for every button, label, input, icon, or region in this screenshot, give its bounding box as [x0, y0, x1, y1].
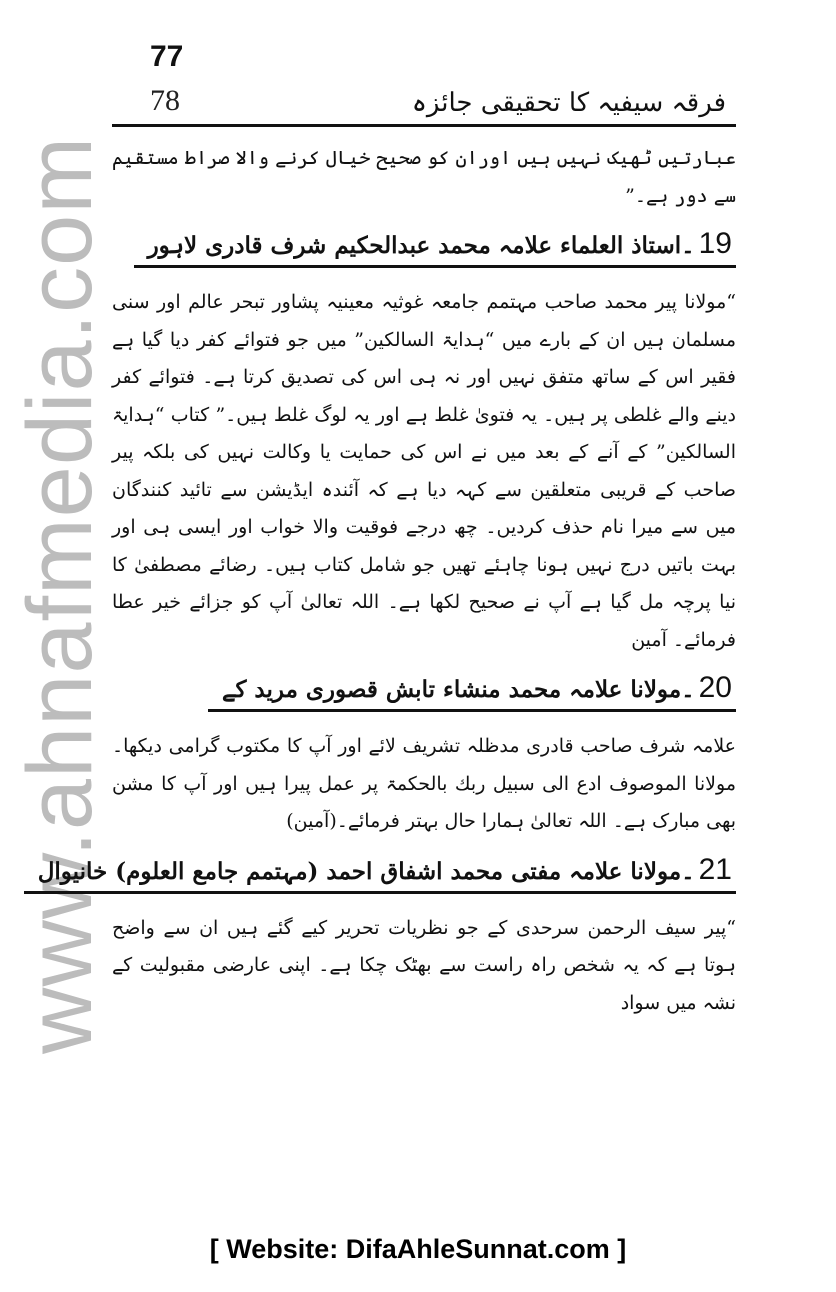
- section-21-title: ۔مولانا علامہ مفتی محمد اشفاق احمد (مہتمم جامع العلوم) خانیوال: [37, 857, 695, 885]
- section-21-number: 21: [698, 852, 732, 886]
- section-20-title: ۔مولانا علامہ محمد منشاء تابش قصوری مرید کے: [222, 676, 695, 703]
- page-number: 77: [150, 40, 184, 73]
- watermark-text: www.ahnafmedia.com: [9, 136, 111, 1054]
- section-19-number: 19: [698, 227, 732, 260]
- section-19-heading: [112, 227, 736, 268]
- original-page-number: 78: [150, 84, 180, 117]
- intro-line: عبارتیں ٹھیک نہیں ہیں اوران کو صحیح خیال کرنے والا صراط مستقیم سے دور ہے۔”: [112, 147, 736, 207]
- running-title: فرقہ سیفیہ کا تحقیقی جائزہ: [411, 88, 726, 118]
- header-rule: [112, 124, 736, 127]
- section-21-paragraph: “پیر سیف الرحمن سرحدی کے جو نظریات تحریر کیے گئے ہیں ان سے واضح ہوتا ہے کہ یہ شخص راہ راست سے بھٹک چکا ہے۔ اپنی عارضی مقبولیت کے نشہ میں سواد: [112, 916, 736, 1014]
- section-20-paragraph: علامہ شرف صاحب قادری مدظلہ تشریف لائے اور آپ کا مکتوب گرامی دیکھا۔ مولانا الموصوف ادع الی سبیل ربك بالحکمۃ پر عمل پیرا ہیں اور آپ کا مشن بھی مبارک ہے۔ اللہ تعالیٰ ہمارا حال بہتر فرمائے۔(آمین): [112, 735, 736, 832]
- section-20-heading: [112, 671, 736, 712]
- section-19-paragraph: “مولانا پیر محمد صاحب مہتمم جامعہ غوثیہ معینیہ پشاور تبحر عالم اور سنی مسلمان ہیں ان کے بارے میں “ہدایۃ السالکین” میں جو فتوائے کفر دیا گیا ہے فقیر اس کے ساتھ متفق نہیں اور نہ ہی اس کی تصدیق کرتا ہے۔ فتوائے کفر دینے والے غلطی پر ہیں۔ یہ فتویٰ غلط ہے اور یہ لوگ غلط ہیں۔” کتاب “ہدایۃ السالکین” کے آنے کے بعد میں نے اس کی حمایت یا وکالت نہیں کی بلکہ پیر صاحب کے قریبی متعلقین سے کہہ دیا ہے کہ آئندہ ایڈیشن سے تائید کنندگان میں سے میرا نام حذف کردیں۔ چھ درجے فوقیت والا خواب اور ایسی ہی اور بہت باتیں درج نہیں ہونا چاہئے تھیں جو شامل کتاب ہیں۔ رضائے مصطفیٰ کا نیا پرچہ مل گیا ہے آپ نے صحیح لکھا ہے۔ اللہ تعالیٰ آپ کو جزائے خیر عطا فرمائے۔ آمین: [112, 291, 736, 651]
- section-21-heading: [37, 852, 736, 894]
- section-20-number: 20: [698, 671, 732, 704]
- footer-website: [ Website: DifaAhleSunnat.com ]: [209, 1234, 627, 1264]
- section-19-title: ۔استاذ العلماء علامہ محمد عبدالحکیم شرف قادری لاہور: [147, 232, 695, 259]
